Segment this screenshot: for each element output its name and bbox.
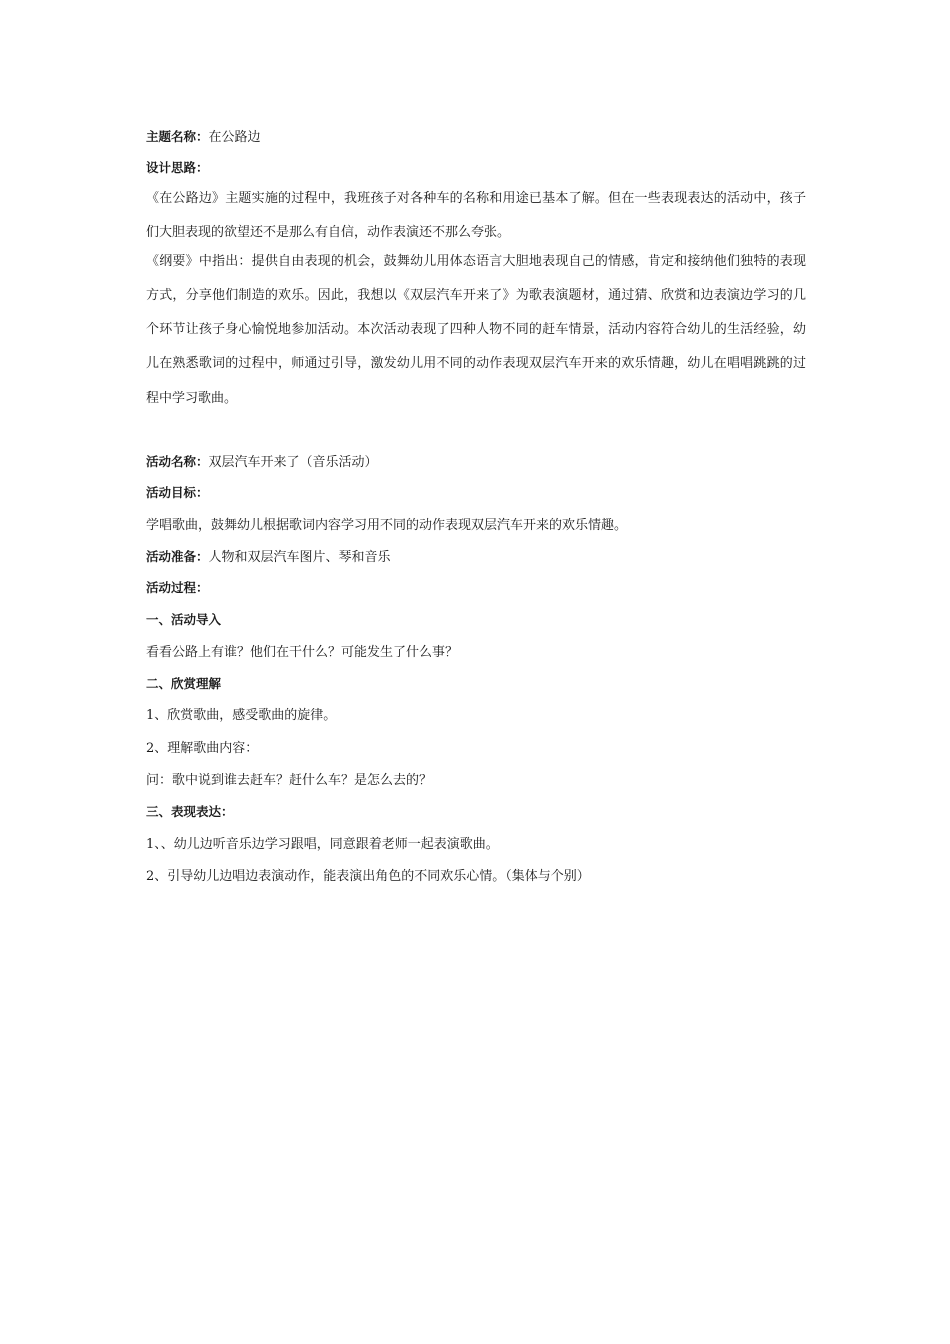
section-2-item-2: 2、理解歌曲内容： xyxy=(146,740,259,756)
document-body xyxy=(146,126,806,888)
activity-prep-label: 活动准备： xyxy=(146,548,209,564)
section-1-title: 一、活动导入 xyxy=(146,612,222,628)
section-3-title: 三、表现表达： xyxy=(146,804,234,820)
section-2-question: 问：歌中说到谁去赶车？赶什么车？是怎么去的？ xyxy=(146,773,433,789)
design-label: 设计思路： xyxy=(146,160,209,175)
theme-value: 在公路边 xyxy=(208,130,261,145)
theme-label: 主题名称： xyxy=(146,129,209,144)
section-3-item-2: 2、引导幼儿边唱边表演动作，能表演出角色的不同欢乐心情。（集体与个别） xyxy=(146,869,590,885)
section-3-item-1: 1、、幼儿边听音乐边学习跟唱，同意跟着老师一起表演歌曲。 xyxy=(146,836,499,852)
activity-goal-text: 学唱歌曲，鼓舞幼儿根据歌词内容学习用不同的动作表现双层汽车开来的欢乐情趣。 xyxy=(146,517,628,533)
activity-name-line xyxy=(146,451,806,473)
activity-prep-value: 人物和双层汽车图片、琴和音乐 xyxy=(208,549,391,565)
activity-name-label: 活动名称： xyxy=(146,454,209,470)
section-2-title: 二、欣赏理解 xyxy=(146,675,222,691)
activity-prep-line xyxy=(146,546,806,568)
activity-goal-label: 活动目标： xyxy=(146,485,209,501)
activity-name-value: 双层汽车开来了（音乐活动） xyxy=(208,455,378,471)
design-paragraph-2: 《纲要》中指出：提供自由表现的机会，鼓舞幼儿用体态语言大胆地表现自己的情感，肯定和接纳他们独特的表现方式，分享他们制造的欢乐。因此，我想以《双层汽车开来了》为歌表演题材，通过猜、欣赏和边表演边学习的几个环节让孩子身心愉悦地参加活动。本次活动表现了四种人物不同的赶车情景，活动内容符合幼儿的生活经验，幼儿在熟悉歌词的过程中，师通过引导，激发幼儿用不同的动作表现双层汽车开来的欢乐情趣，幼儿在唱唱跳跳的过程中学习歌曲。 xyxy=(146,253,806,406)
section-2-item-1: 1、欣赏歌曲，感受歌曲的旋律。 xyxy=(146,708,337,724)
activity-process-label: 活动过程： xyxy=(146,579,209,595)
theme-line xyxy=(146,126,806,148)
section-1-text: 看看公路上有谁？他们在干什么？可能发生了什么事？ xyxy=(146,644,459,660)
design-paragraph-1: 《在公路边》主题实施的过程中，我班孩子对各种车的名称和用途已基本了解。但在一些表现表达的活动中，孩子们大胆表现的欲望还不是那么有自信，动作表演还不那么夸张。 xyxy=(146,191,806,241)
